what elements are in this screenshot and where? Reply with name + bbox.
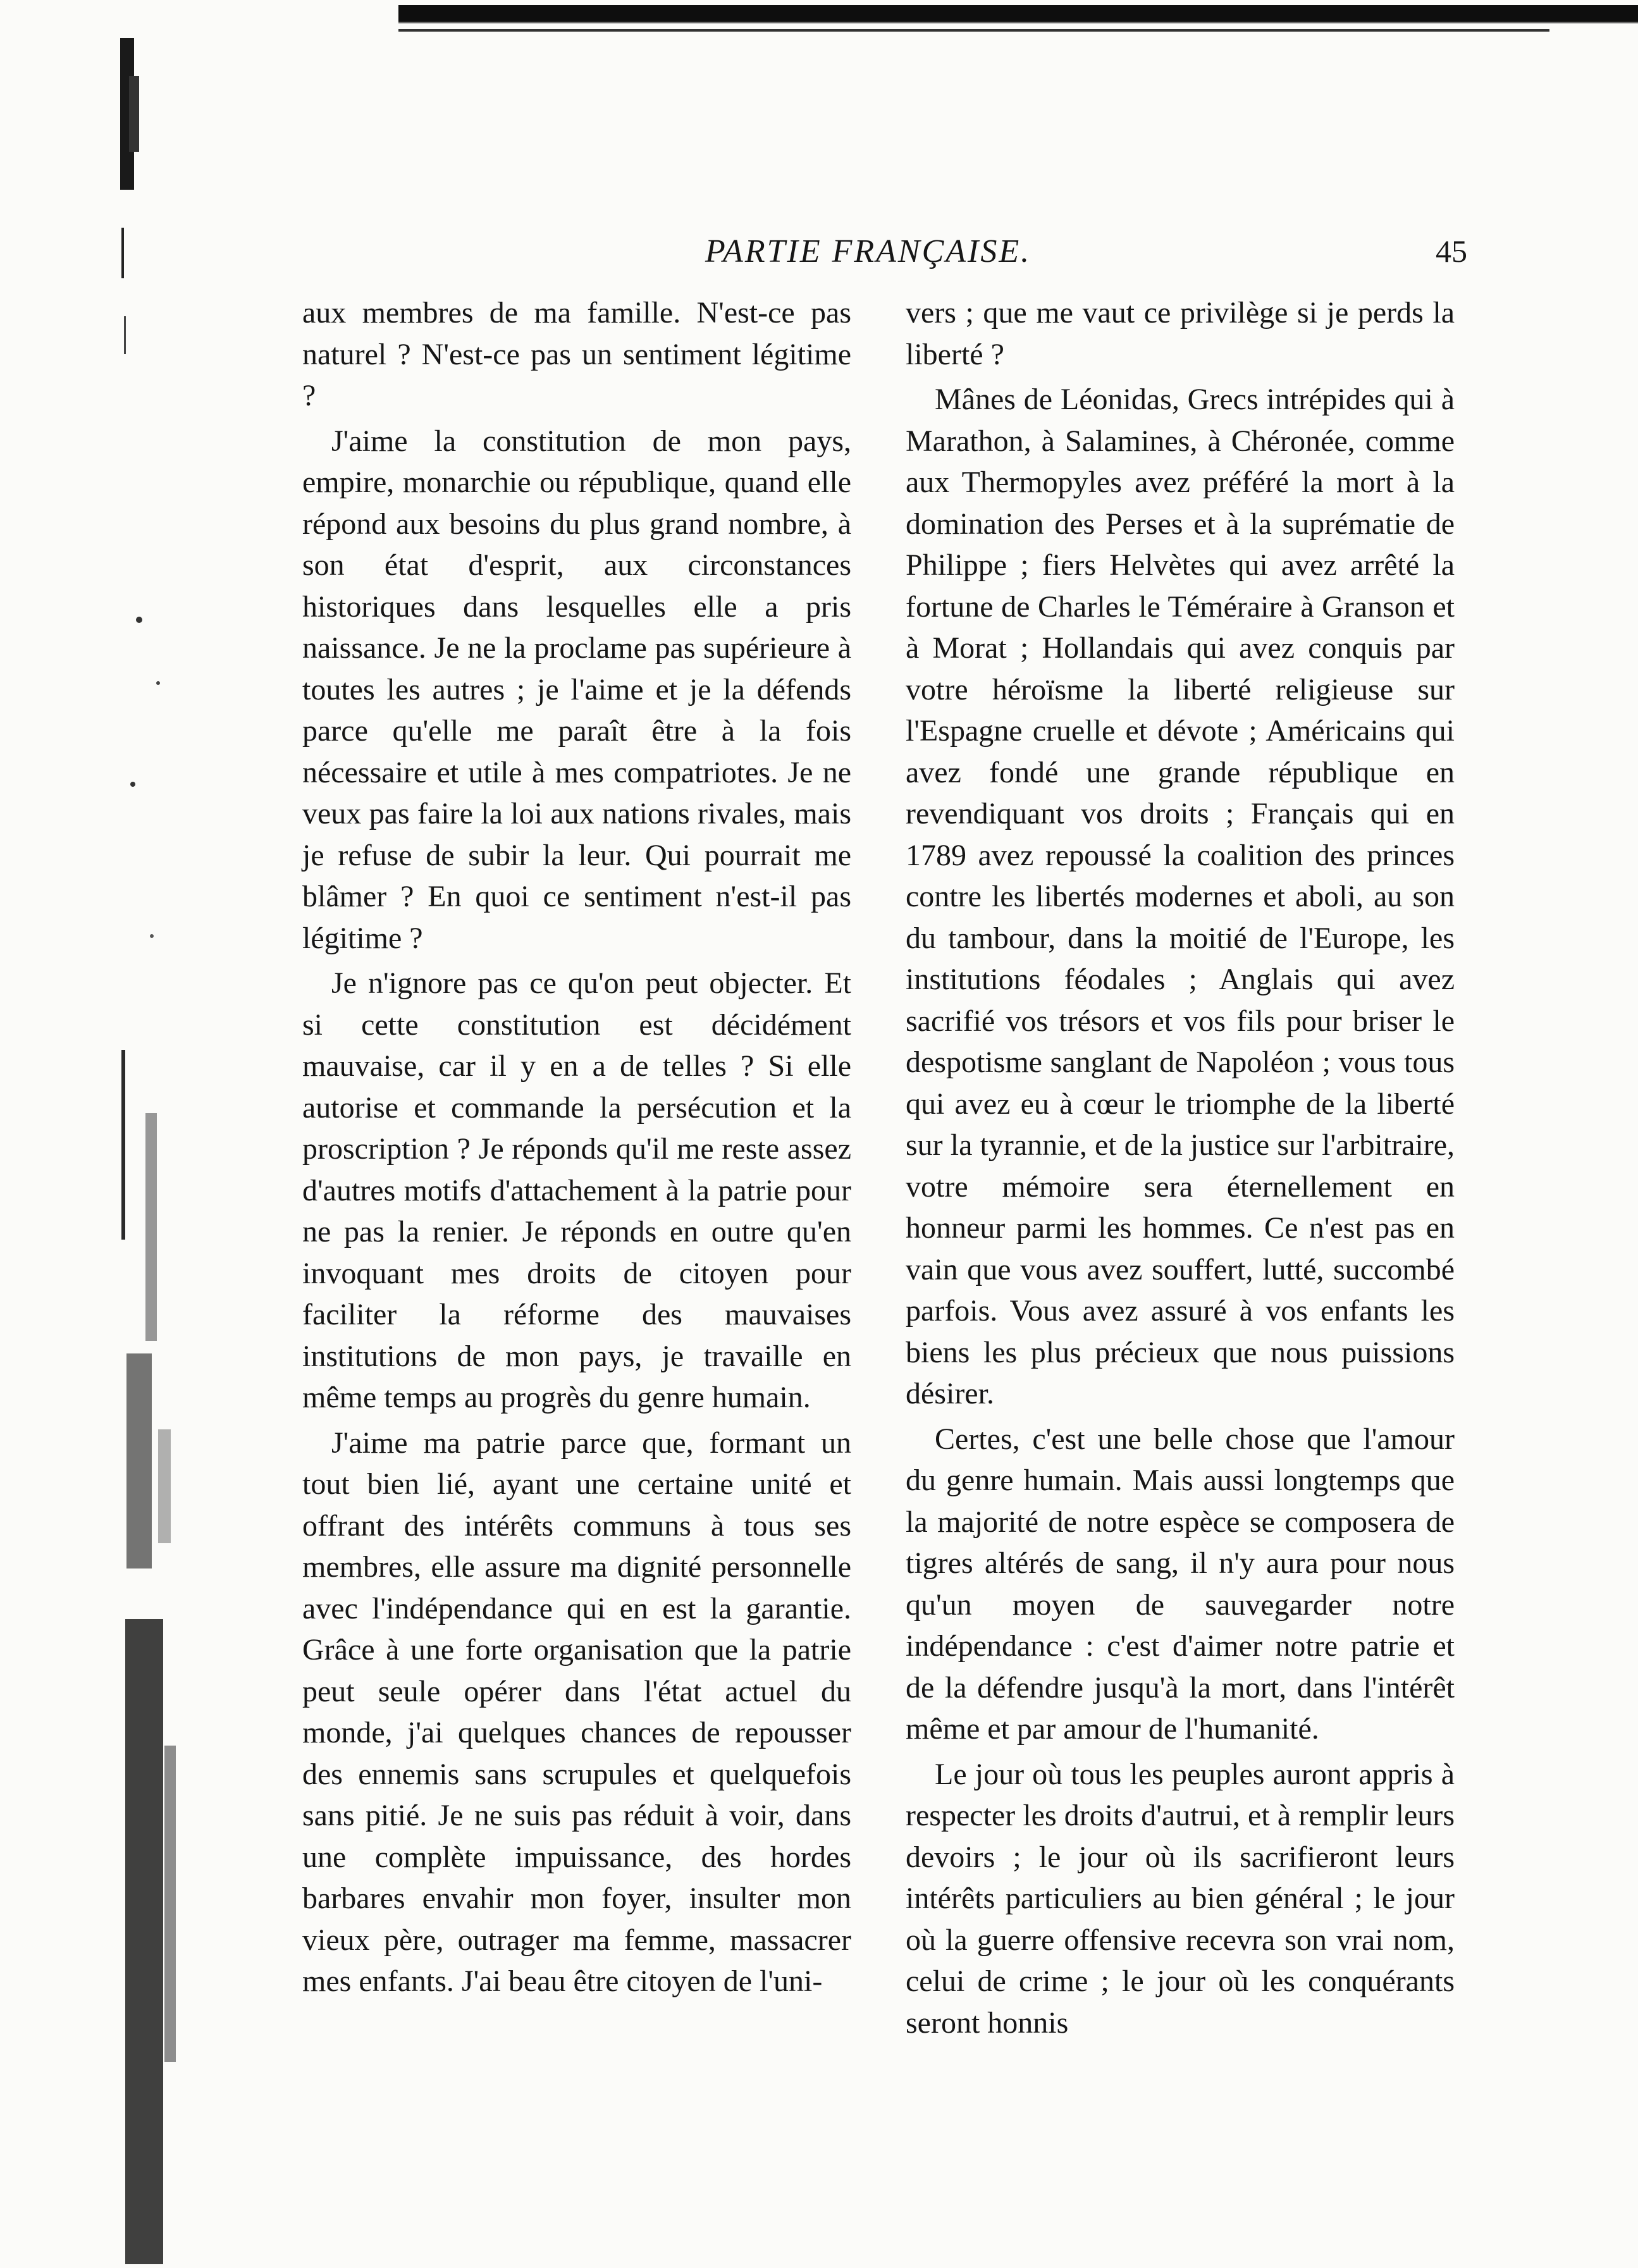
left-text-column (302, 292, 851, 2002)
gutter-noise-graphic (120, 38, 180, 2264)
left-paragraph-4: J'aime ma patrie parce que, formant un tout bien lié, ayant une certaine unité et offrant des intérêts communs à tous ses membres, elle assure ma dignité personnelle avec l'indépendance qui en est la garantie. Grâce à une forte organisation que la patrie peut seule opérer dans l'état actuel du monde, j'ai quelques chances de repousser des ennemis sans scrupules et quelquefois sans pitié. Je ne suis pas réduit à voir, dans une complète impuissance, des hordes barbares envahir mon foyer, insulter mon vieux père, outrager ma femme, massacrer mes enfants. J'ai beau être citoyen de l'uni- (302, 1426, 851, 1998)
left-paragraph-2: J'aime la constitution de mon pays, empire, monarchie ou république, quand elle répond aux besoins du plus grand nombre, à son état d'esprit, aux circonstances historiques dans lesquelles elle a pris naissance. Je ne la proclame pas supérieure à toutes les autres ; je l'aime et je la défends parce qu'elle me paraît être à la fois nécessaire et utile à mes compatriotes. Je ne veux pas faire la loi aux nations rivales, mais je refuse de subir la leur. Qui pourrait me blâmer ? En quoi ce sentiment n'est-il pas légitime ? (302, 424, 851, 955)
right-paragraph-2: Mânes de Léonidas, Grecs intrépides qui à Marathon, à Salamines, à Chéronée, comme aux Thermopyles avez préféré la mort à la domination des Perses et à la suprématie de Philippe ; fiers Helvètes qui avez arrêté la fortune de Charles le Téméraire à Granson et à Morat ; Hollandais qui avez conquis par votre héroïsme la liberté religieuse sur l'Espagne cruelle et dévote ; Américains qui avez fondé une grande république en revendiquant vos droits ; Français qui en 1789 avez repoussé la coalition des princes contre les libertés modernes et aboli, au son du tambour, dans la moitié de l'Europe, les institutions féodales ; Anglais qui avez sacrifié vos trésors et vos fils pour briser le despotisme sanglant de Napoléon ; vous tous qui avez eu à cœur le triomphe de la liberté sur la tyrannie, et de la justice sur l'arbitraire, votre mémoire sera éternellement en honneur parmi les hommes. Ce n'est pas en vain que vous avez souffert, lutté, succombé parfois. Vous avez assuré à vos enfants les biens les plus précieux que nous puissions désirer. (906, 383, 1455, 1410)
top-scan-rule (398, 5, 1638, 24)
top-scan-rule-thin (398, 29, 1549, 32)
left-paragraph-3: Je n'ignore pas ce qu'on peut objecter. Et si cette constitution est décidément mauvaise, car il y en a de telles ? Si elle autorise et commande la persécution et la proscription ? Je réponds qu'il me reste assez d'autres motifs d'attachement à la patrie pour ne pas la renier. Je réponds en outre qu'en invoquant mes droits de citoyen pour faciliter la réforme des mauvaises institutions de mon pays, je travaille en même temps au progrès du genre humain. (302, 966, 851, 1414)
right-text-column (906, 292, 1455, 2043)
right-paragraph-3: Certes, c'est une belle chose que l'amour du genre humain. Mais aussi longtemps que la majorité de notre espèce se composera de tigres altérés de sang, il n'y aura pour nous qu'un moyen de sauvegarder notre indépendance : c'est d'aimer notre patrie et de la défendre jusqu'à la mort, dans l'intérêt même et par amour de l'humanité. (906, 1422, 1455, 1746)
binding-gutter-scan-artifact (120, 38, 180, 2264)
right-paragraph-1: vers ; que me vaut ce privilège si je perds la liberté ? (906, 296, 1455, 371)
page-number: 45 (1436, 233, 1467, 269)
left-paragraph-1: aux membres de ma famille. N'est-ce pas naturel ? N'est-ce pas un sentiment légitime ? (302, 296, 851, 412)
running-head: PARTIE FRANÇAISE. (705, 233, 1031, 269)
right-paragraph-4: Le jour où tous les peuples auront appris à respecter les droits d'autrui, et à remplir leurs devoirs ; le jour où ils sacrifieront leurs intérêts particuliers au bien général ; le jour où la guerre offensive recevra son vrai nom, celui de crime ; le jour où les conquérants seront honnis (906, 1757, 1455, 2040)
